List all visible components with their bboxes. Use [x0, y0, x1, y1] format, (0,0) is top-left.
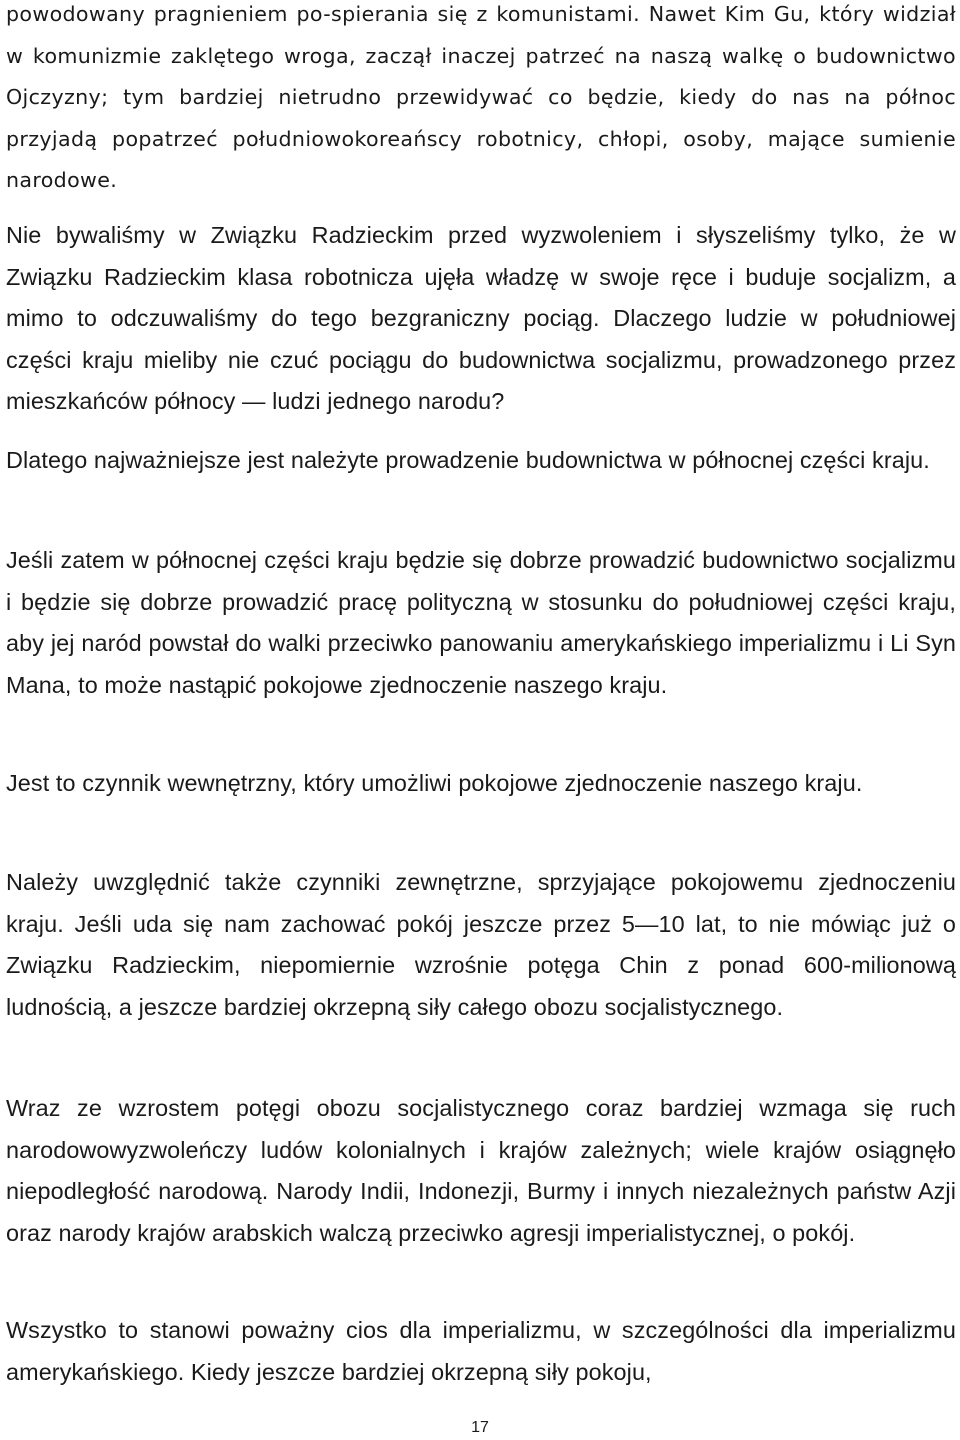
- paragraph-3: Dlatego najważniejsze jest należyte prowadzenie budownictwa w północnej części kraju.: [6, 447, 930, 473]
- paragraph-6: Należy uwzględnić także czynniki zewnętrzne, sprzyjające pokojowemu zjednoczeniu kraju. Jeśli uda się nam zachować pokój jeszcze przez 5—10 lat, to nie mówiąc już o Związku Radzieckim, niepomiernie wzrośnie potęga Chin z ponad 600-milionową ludnością, a jeszcze bardziej okrzepną siły całego obozu socjalistycznego.: [6, 869, 956, 1020]
- paragraph-1: powodowany pragnieniem po-spierania się z komunistami. Nawet Kim Gu, który widział w komunizmie zaklętego wroga, zaczął inaczej patrzeć na naszą walkę o budownictwo Ojczyzny; tym bardziej nietrudno przewidywać co będzie, kiedy do nas na północ przyjadą popatrzeć południowokoreańscy robotnicy, chłopi, osoby, mające sumienie narodowe.: [6, 2, 956, 193]
- paragraph-2: Nie bywaliśmy w Związku Radzieckim przed wyzwoleniem i słyszeliśmy tylko, że w Związku Radzieckim klasa robotnicza ujęła władzę w swoje ręce i buduje socjalizm, a mimo to odczuwaliśmy do tego bezgraniczny pociąg. Dlaczego ludzie w południowej części kraju mieliby nie czuć pociągu do budownictwa socjalizmu, prowadzonego przez mieszkańców północy — ludzi jednego narodu?: [6, 222, 956, 415]
- page-number: 17: [471, 1419, 489, 1436]
- paragraph-4: Jeśli zatem w północnej części kraju będzie się dobrze prowadzić budownictwo socjalizmu i będzie się dobrze prowadzić pracę polityczną w stosunku do południowej części kraju, aby jej naród powstał do walki przeciwko panowaniu amerykańskiego imperializmu i Li Syn Mana, to może nastąpić pokojowe zjednoczenie naszego kraju.: [6, 547, 956, 698]
- paragraph-8: Wszystko to stanowi poważny cios dla imperializmu, w szczególności dla imperializmu amerykańskiego. Kiedy jeszcze bardziej okrzepną siły pokoju,: [6, 1317, 956, 1385]
- paragraph-5: Jest to czynnik wewnętrzny, który umożliwi pokojowe zjednoczenie naszego kraju.: [6, 770, 863, 796]
- paragraph-7: Wraz ze wzrostem potęgi obozu socjalistycznego coraz bardziej wzmaga się ruch narodowowyzwoleńczy ludów kolonialnych i krajów zależnych; wiele krajów osiągnęło niepodległość narodową. Narody Indii, Indonezji, Burmy i innych niezależnych państw Azji oraz narody krajów arabskich walczą przeciwko agresji imperialistycznej, o pokój.: [6, 1095, 956, 1246]
